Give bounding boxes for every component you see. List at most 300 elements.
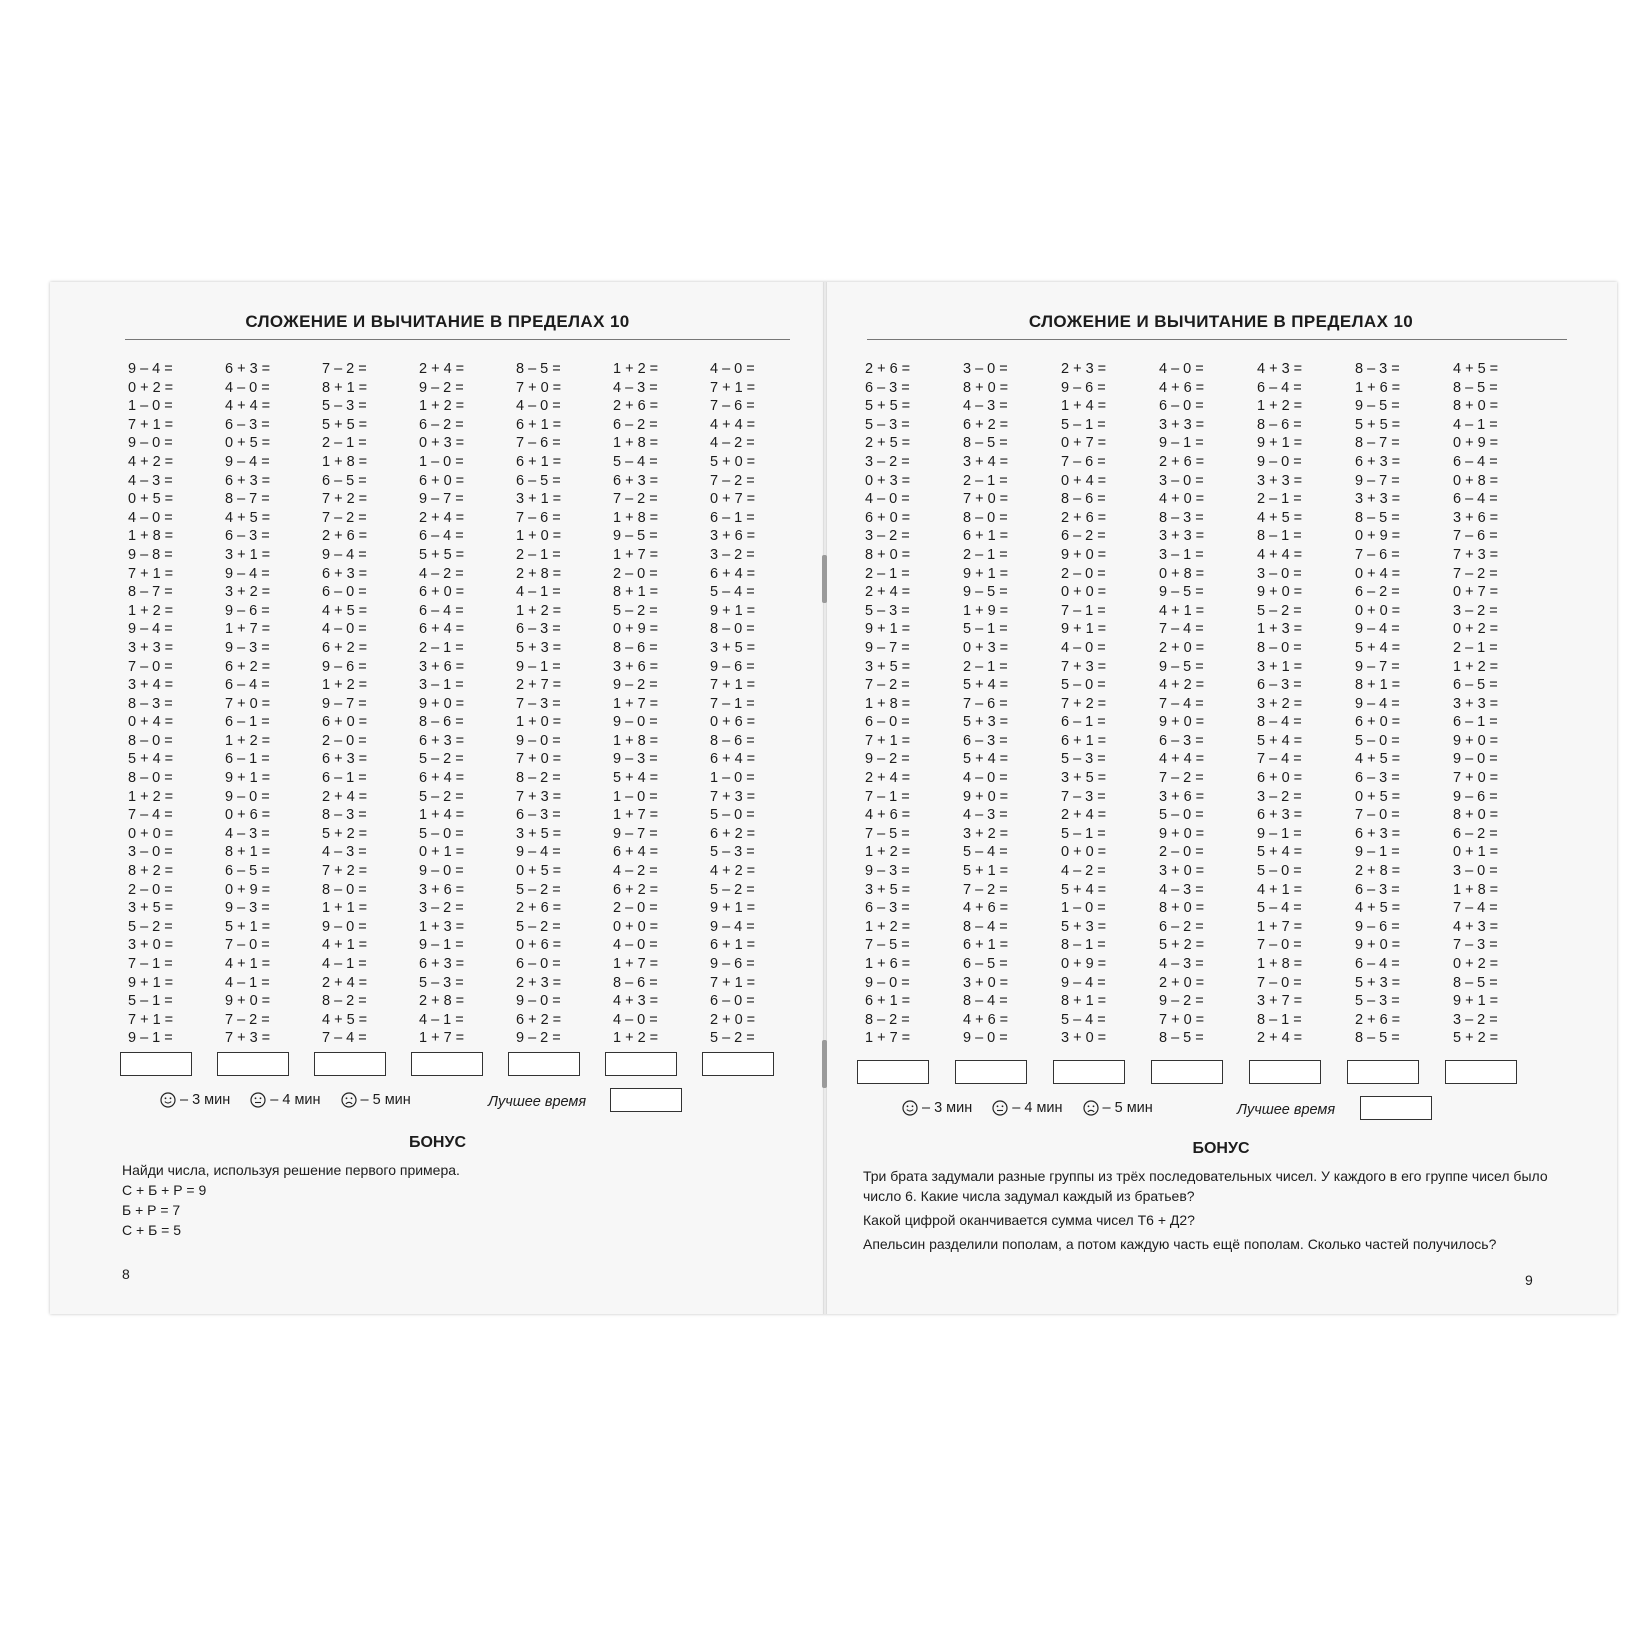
exercise: 6 – 4 = bbox=[419, 602, 464, 619]
exercise: 4 – 0 = bbox=[516, 398, 561, 415]
exercise: 8 – 7 = bbox=[128, 584, 173, 601]
exercise: 7 + 3 = bbox=[1061, 658, 1107, 675]
exercise: 2 + 6 = bbox=[1061, 509, 1107, 526]
exercise: 6 – 2 = bbox=[1453, 825, 1498, 842]
exercise: 8 + 0 = bbox=[1453, 807, 1499, 824]
exercise: 3 – 2 = bbox=[865, 453, 910, 470]
bonus-line: С + Б = 5 bbox=[122, 1222, 181, 1238]
answer-box[interactable] bbox=[955, 1060, 1027, 1084]
exercise: 0 + 0 = bbox=[613, 918, 659, 935]
exercise: 5 + 3 = bbox=[1061, 918, 1107, 935]
exercise: 6 – 3 = bbox=[225, 528, 270, 545]
exercise: 9 – 2 = bbox=[419, 379, 464, 396]
exercise-column bbox=[865, 360, 945, 1048]
exercise: 0 + 6 = bbox=[225, 807, 271, 824]
exercise: 9 – 5 = bbox=[1355, 398, 1400, 415]
exercise: 3 + 3 = bbox=[1257, 472, 1303, 489]
exercise: 5 – 2 = bbox=[710, 881, 755, 898]
exercise: 1 + 0 = bbox=[516, 714, 562, 731]
exercise: 6 – 1 = bbox=[225, 714, 270, 731]
title-rule bbox=[125, 339, 790, 340]
answer-box[interactable] bbox=[1347, 1060, 1419, 1084]
exercise: 4 – 2 = bbox=[613, 863, 658, 880]
exercise: 1 + 8 = bbox=[613, 435, 659, 452]
exercise: 6 + 3 = bbox=[1355, 453, 1401, 470]
exercise: 2 – 0 = bbox=[322, 732, 367, 749]
exercise: 5 + 2 = bbox=[1453, 1030, 1499, 1047]
page-number: 8 bbox=[122, 1266, 130, 1282]
exercise: 4 + 3 = bbox=[613, 993, 659, 1010]
exercise: 1 – 0 = bbox=[1061, 900, 1106, 917]
exercise: 6 – 5 = bbox=[322, 472, 367, 489]
exercise: 6 + 4 = bbox=[710, 565, 756, 582]
exercise: 0 + 9 = bbox=[1355, 528, 1401, 545]
exercise: 4 – 0 = bbox=[1159, 361, 1204, 377]
exercise: 0 + 3 = bbox=[865, 472, 911, 489]
exercise: 9 – 4 = bbox=[322, 546, 367, 563]
exercise: 9 – 5 = bbox=[613, 528, 658, 545]
exercise: 8 – 3 = bbox=[1159, 509, 1204, 526]
exercise: 6 + 0 = bbox=[419, 472, 465, 489]
exercise: 3 + 5 = bbox=[865, 658, 911, 675]
exercise: 7 – 4 = bbox=[1159, 695, 1204, 712]
time-legend bbox=[160, 1092, 411, 1108]
exercise: 4 – 0 = bbox=[613, 1011, 658, 1028]
exercise: 5 + 0 = bbox=[710, 453, 756, 470]
exercise: 3 + 3 = bbox=[128, 639, 174, 656]
exercise: 6 + 2 = bbox=[963, 416, 1009, 433]
answer-box[interactable] bbox=[1151, 1060, 1223, 1084]
exercise: 3 – 2 = bbox=[710, 546, 755, 563]
exercise: 7 – 4 = bbox=[1453, 900, 1498, 917]
exercise: 1 + 6 = bbox=[865, 956, 911, 972]
exercise: 5 – 3 = bbox=[710, 844, 755, 861]
exercise: 3 – 0 = bbox=[963, 361, 1008, 377]
exercise: 8 + 0 = bbox=[963, 379, 1009, 396]
bonus-title: БОНУС bbox=[1192, 1140, 1250, 1157]
exercise: 0 + 9 = bbox=[1061, 956, 1107, 972]
exercise: 0 + 2 = bbox=[128, 379, 174, 396]
exercise: 9 – 1 = bbox=[1257, 825, 1302, 842]
exercise: 7 – 5 = bbox=[865, 937, 910, 954]
exercise: 8 – 6 = bbox=[613, 974, 658, 991]
exercise: 9 + 1 = bbox=[710, 602, 756, 619]
exercise: 4 – 3 = bbox=[963, 807, 1008, 824]
page-title: СЛОЖЕНИЕ И ВЫЧИТАНИЕ В ПРЕДЕЛАХ 10 bbox=[245, 312, 630, 331]
answer-box[interactable] bbox=[314, 1052, 386, 1076]
exercise: 2 + 4 = bbox=[419, 509, 465, 526]
exercise: 7 – 0 = bbox=[1257, 937, 1302, 954]
exercise: 9 – 1 = bbox=[1159, 435, 1204, 452]
legend-happy-label: – 3 мин bbox=[180, 1092, 231, 1108]
exercise: 1 + 8 = bbox=[128, 528, 174, 545]
exercise: 0 + 5 = bbox=[1355, 788, 1401, 805]
exercise-column bbox=[128, 360, 208, 1048]
exercise: 0 + 9 = bbox=[225, 881, 271, 898]
exercise: 9 + 0 = bbox=[225, 993, 271, 1010]
exercise: 3 + 2 = bbox=[1257, 695, 1303, 712]
exercise: 9 + 0 = bbox=[419, 695, 465, 712]
exercise: 6 – 1 = bbox=[322, 770, 367, 787]
exercise: 9 – 3 = bbox=[613, 751, 658, 768]
time-legend bbox=[902, 1100, 1153, 1116]
exercise: 7 + 1 = bbox=[128, 1011, 174, 1028]
exercise: 8 – 0 = bbox=[1257, 639, 1302, 656]
exercise: 9 – 2 = bbox=[1159, 993, 1204, 1010]
exercise: 2 + 6 = bbox=[516, 900, 562, 917]
exercise: 6 – 2 = bbox=[613, 416, 658, 433]
exercise: 2 – 1 = bbox=[963, 658, 1008, 675]
exercise: 5 + 2 = bbox=[322, 825, 368, 842]
exercise: 4 – 3 = bbox=[225, 825, 270, 842]
answer-box[interactable] bbox=[1445, 1060, 1517, 1084]
exercise: 7 – 2 = bbox=[710, 472, 755, 489]
answer-box[interactable] bbox=[217, 1052, 289, 1076]
exercise: 4 – 1 = bbox=[322, 956, 367, 972]
staple bbox=[822, 1040, 827, 1088]
exercise: 1 + 8 = bbox=[613, 509, 659, 526]
exercise: 4 – 1 = bbox=[419, 1011, 464, 1028]
exercise: 0 + 6 = bbox=[710, 714, 756, 731]
exercise: 5 + 1 = bbox=[963, 863, 1009, 880]
exercise: 8 – 2 = bbox=[322, 993, 367, 1010]
exercise: 6 – 2 = bbox=[419, 416, 464, 433]
legend-happy-label: – 3 мин bbox=[922, 1100, 973, 1116]
exercise: 8 + 1 = bbox=[1355, 677, 1401, 694]
exercise: 4 + 1 = bbox=[322, 937, 368, 954]
answer-box[interactable] bbox=[702, 1052, 774, 1076]
exercise: 9 – 7 = bbox=[865, 639, 910, 656]
exercise-column bbox=[322, 360, 402, 1048]
exercise: 1 + 2 = bbox=[613, 361, 659, 377]
exercise: 8 – 5 = bbox=[1355, 1030, 1400, 1047]
exercise: 5 + 5 = bbox=[322, 416, 368, 433]
exercise: 8 – 5 = bbox=[1453, 379, 1498, 396]
exercise: 8 – 7 = bbox=[1355, 435, 1400, 452]
exercise: 3 + 4 = bbox=[128, 677, 174, 694]
exercise: 4 + 5 = bbox=[1453, 361, 1499, 377]
exercise: 0 + 0 = bbox=[1061, 844, 1107, 861]
exercise: 5 – 1 = bbox=[1061, 416, 1106, 433]
exercise: 6 – 3 = bbox=[865, 900, 910, 917]
exercise: 6 – 0 = bbox=[516, 956, 561, 972]
exercise: 3 + 6 = bbox=[613, 658, 659, 675]
exercise: 1 + 7 = bbox=[613, 956, 659, 972]
answer-box[interactable] bbox=[1249, 1060, 1321, 1084]
exercise: 5 – 0 = bbox=[1257, 863, 1302, 880]
exercise: 4 – 3 = bbox=[322, 844, 367, 861]
exercise: 5 + 4 = bbox=[1257, 844, 1303, 861]
right-page bbox=[825, 282, 1617, 1314]
page-number: 9 bbox=[1525, 1272, 1533, 1288]
best-time-box[interactable] bbox=[610, 1088, 682, 1112]
exercise: 9 – 0 = bbox=[1453, 751, 1498, 768]
exercise: 6 – 0 = bbox=[865, 714, 910, 731]
exercise: 7 – 2 = bbox=[963, 881, 1008, 898]
exercise: 7 + 0 = bbox=[225, 695, 271, 712]
exercise: 7 – 4 = bbox=[322, 1030, 367, 1047]
exercise: 9 – 4 = bbox=[225, 565, 270, 582]
exercise: 8 + 1 = bbox=[322, 379, 368, 396]
book-spine bbox=[823, 282, 827, 1314]
exercise: 2 – 0 = bbox=[613, 900, 658, 917]
exercise: 1 + 8 = bbox=[613, 732, 659, 749]
exercise: 7 – 0 = bbox=[128, 658, 173, 675]
exercise: 7 + 3 = bbox=[516, 788, 562, 805]
exercise: 0 + 0 = bbox=[1061, 584, 1107, 601]
exercise: 6 + 4 = bbox=[613, 844, 659, 861]
exercise: 9 – 0 = bbox=[1257, 453, 1302, 470]
answer-box[interactable] bbox=[605, 1052, 677, 1076]
exercise: 9 – 7 = bbox=[322, 695, 367, 712]
answer-box[interactable] bbox=[411, 1052, 483, 1076]
exercise: 7 – 4 = bbox=[1159, 621, 1204, 638]
exercise: 5 – 2 = bbox=[1257, 602, 1302, 619]
exercise: 6 + 3 = bbox=[1257, 807, 1303, 824]
exercise-column bbox=[419, 360, 499, 1048]
exercise: 1 + 7 = bbox=[613, 546, 659, 563]
exercise: 4 – 0 = bbox=[1061, 639, 1106, 656]
exercise: 6 – 1 = bbox=[1453, 714, 1498, 731]
exercise: 4 + 5 = bbox=[322, 1011, 368, 1028]
exercise: 2 – 1 = bbox=[1453, 639, 1498, 656]
exercise: 8 – 2 = bbox=[865, 1011, 910, 1028]
legend-sad bbox=[341, 1092, 411, 1108]
exercise: 9 – 6 = bbox=[1453, 788, 1498, 805]
answer-box[interactable] bbox=[120, 1052, 192, 1076]
legend-sad-label: – 5 мин bbox=[360, 1092, 411, 1108]
exercise: 4 – 0 = bbox=[710, 361, 755, 377]
exercise: 1 + 8 = bbox=[1453, 881, 1499, 898]
exercise: 4 – 3 = bbox=[128, 472, 173, 489]
exercise: 3 + 1 = bbox=[225, 546, 271, 563]
page-title: СЛОЖЕНИЕ И ВЫЧИТАНИЕ В ПРЕДЕЛАХ 10 bbox=[1028, 312, 1414, 331]
exercise: 3 – 0 = bbox=[1453, 863, 1498, 880]
exercise: 4 + 5 = bbox=[225, 509, 271, 526]
exercise: 4 + 2 = bbox=[128, 453, 174, 470]
exercise: 4 + 4 = bbox=[1257, 546, 1303, 563]
exercise: 7 + 1 = bbox=[710, 677, 756, 694]
exercise: 7 + 3 = bbox=[1453, 546, 1499, 563]
exercise: 4 + 5 = bbox=[1355, 751, 1401, 768]
exercise: 6 + 3 = bbox=[322, 751, 368, 768]
exercise: 2 + 6 = bbox=[322, 528, 368, 545]
exercise: 8 – 4 = bbox=[963, 918, 1008, 935]
exercise: 5 – 2 = bbox=[613, 602, 658, 619]
exercise: 9 + 0 = bbox=[1355, 937, 1401, 954]
exercise: 9 + 0 = bbox=[963, 788, 1009, 805]
exercise: 8 + 0 = bbox=[865, 546, 911, 563]
exercise: 6 + 2 = bbox=[613, 881, 659, 898]
exercise: 3 + 5 = bbox=[1061, 770, 1107, 787]
exercise: 8 – 1 = bbox=[1061, 937, 1106, 954]
exercise: 4 – 2 = bbox=[419, 565, 464, 582]
exercise: 3 – 2 = bbox=[865, 528, 910, 545]
exercise: 4 + 1 = bbox=[1159, 602, 1205, 619]
exercise: 9 – 3 = bbox=[225, 639, 270, 656]
exercise: 2 + 6 = bbox=[1355, 1011, 1401, 1028]
exercise: 6 + 0 = bbox=[419, 584, 465, 601]
exercise: 4 + 3 = bbox=[1453, 918, 1499, 935]
exercise: 6 + 1 = bbox=[963, 528, 1009, 545]
exercise: 2 – 1 = bbox=[963, 472, 1008, 489]
exercise: 7 – 2 = bbox=[322, 509, 367, 526]
exercise: 3 + 3 = bbox=[1355, 491, 1401, 508]
exercise: 9 – 4 = bbox=[225, 453, 270, 470]
legend-happy bbox=[902, 1100, 972, 1116]
exercise: 8 – 6 = bbox=[1061, 491, 1106, 508]
exercise: 1 + 8 = bbox=[322, 453, 368, 470]
best-time-box[interactable] bbox=[1360, 1096, 1432, 1120]
exercise: 6 – 4 = bbox=[1453, 453, 1498, 470]
exercise: 9 – 2 = bbox=[613, 677, 658, 694]
exercise: 5 + 4 = bbox=[1061, 881, 1107, 898]
exercise: 4 + 2 = bbox=[710, 863, 756, 880]
exercise: 8 + 0 = bbox=[1453, 398, 1499, 415]
exercise: 6 – 2 = bbox=[1355, 584, 1400, 601]
exercise: 3 – 0 = bbox=[128, 844, 173, 861]
exercise: 4 – 1 = bbox=[225, 974, 270, 991]
exercise: 6 + 1 = bbox=[516, 416, 562, 433]
legend-sad-label: – 5 мин bbox=[1102, 1100, 1153, 1116]
exercise: 7 – 4 = bbox=[128, 807, 173, 824]
exercise: 7 – 2 = bbox=[225, 1011, 270, 1028]
exercise: 1 + 2 = bbox=[128, 602, 174, 619]
exercise: 6 – 1 = bbox=[225, 751, 270, 768]
exercise: 5 – 0 = bbox=[710, 807, 755, 824]
exercise: 8 + 2 = bbox=[128, 863, 174, 880]
exercise: 7 + 0 = bbox=[516, 751, 562, 768]
exercise: 7 – 1 = bbox=[1061, 602, 1106, 619]
exercise: 6 – 3 = bbox=[963, 732, 1008, 749]
exercise: 3 + 5 = bbox=[516, 825, 562, 842]
happy-face-icon bbox=[160, 1092, 176, 1108]
exercise: 5 + 4 = bbox=[963, 677, 1009, 694]
exercise: 2 – 1 = bbox=[963, 546, 1008, 563]
exercise: 5 – 1 = bbox=[963, 621, 1008, 638]
exercise: 2 – 1 = bbox=[865, 565, 910, 582]
exercise: 3 – 2 = bbox=[1257, 788, 1302, 805]
exercise: 3 + 6 = bbox=[1453, 509, 1499, 526]
exercise: 4 – 2 = bbox=[710, 435, 755, 452]
exercise: 8 – 5 = bbox=[516, 361, 561, 377]
exercise: 9 + 1 = bbox=[865, 621, 911, 638]
exercise: 7 – 3 = bbox=[516, 695, 561, 712]
exercise: 6 + 3 = bbox=[322, 565, 368, 582]
answer-box[interactable] bbox=[857, 1060, 929, 1084]
exercise: 1 + 7 = bbox=[419, 1030, 465, 1047]
exercise: 4 + 1 = bbox=[225, 956, 271, 972]
exercise: 6 + 2 = bbox=[322, 639, 368, 656]
exercise: 7 – 6 = bbox=[516, 435, 561, 452]
answer-box[interactable] bbox=[1053, 1060, 1125, 1084]
exercise: 4 – 0 = bbox=[322, 621, 367, 638]
exercise: 5 – 4 = bbox=[1257, 900, 1302, 917]
exercise: 6 – 3 = bbox=[865, 379, 910, 396]
exercise: 2 + 8 = bbox=[1355, 863, 1401, 880]
exercise: 6 + 1 = bbox=[865, 993, 911, 1010]
title-rule bbox=[867, 339, 1567, 340]
exercise: 9 – 4 = bbox=[128, 361, 173, 377]
legend-neutral bbox=[250, 1092, 320, 1108]
exercise: 8 – 6 = bbox=[613, 639, 658, 656]
exercise: 5 – 0 = bbox=[1355, 732, 1400, 749]
exercise: 8 – 6 = bbox=[710, 732, 755, 749]
exercise: 9 – 7 = bbox=[419, 491, 464, 508]
exercise-column bbox=[1355, 360, 1435, 1048]
exercise: 4 + 3 = bbox=[1257, 361, 1303, 377]
exercise: 8 – 1 = bbox=[1257, 528, 1302, 545]
staple bbox=[822, 555, 827, 603]
exercise: 5 – 2 = bbox=[128, 918, 173, 935]
exercise: 9 – 4 = bbox=[516, 844, 561, 861]
exercise: 8 – 1 = bbox=[1257, 1011, 1302, 1028]
answer-box[interactable] bbox=[508, 1052, 580, 1076]
exercise: 5 + 4 = bbox=[1257, 732, 1303, 749]
exercise: 4 + 6 = bbox=[963, 1011, 1009, 1028]
exercise: 5 – 3 = bbox=[419, 974, 464, 991]
best-time-label: Лучшее время bbox=[1237, 1102, 1336, 1118]
exercise: 2 + 0 = bbox=[710, 1011, 756, 1028]
exercise: 6 – 4 = bbox=[1355, 956, 1400, 972]
exercise: 2 – 0 = bbox=[613, 565, 658, 582]
exercise: 2 + 8 = bbox=[516, 565, 562, 582]
exercise: 1 + 7 = bbox=[613, 695, 659, 712]
exercise: 6 – 1 = bbox=[710, 509, 755, 526]
exercise: 9 – 6 = bbox=[710, 658, 755, 675]
exercise: 6 – 3 = bbox=[1355, 770, 1400, 787]
exercise: 9 + 0 = bbox=[1159, 825, 1205, 842]
exercise: 4 + 4 = bbox=[710, 416, 756, 433]
exercise: 5 – 4 = bbox=[710, 584, 755, 601]
exercise: 9 – 7 = bbox=[1355, 658, 1400, 675]
exercise: 3 + 0 = bbox=[1061, 1030, 1107, 1047]
exercise: 9 – 0 = bbox=[516, 993, 561, 1010]
exercise: 6 – 3 = bbox=[516, 621, 561, 638]
exercise: 4 + 5 = bbox=[322, 602, 368, 619]
exercise: 1 + 2 = bbox=[419, 398, 465, 415]
exercise: 2 – 1 = bbox=[419, 639, 464, 656]
exercise-column bbox=[1453, 360, 1533, 1048]
exercise: 9 – 0 = bbox=[419, 863, 464, 880]
exercise: 3 + 0 = bbox=[128, 937, 174, 954]
exercise: 6 + 1 = bbox=[710, 937, 756, 954]
exercise: 4 + 5 = bbox=[1355, 900, 1401, 917]
exercise: 7 – 0 = bbox=[225, 937, 270, 954]
exercise: 6 + 3 = bbox=[419, 956, 465, 972]
exercise: 3 – 0 = bbox=[1257, 565, 1302, 582]
exercise: 8 – 0 = bbox=[128, 770, 173, 787]
exercise: 4 + 6 = bbox=[963, 900, 1009, 917]
exercise: 2 + 4 = bbox=[1061, 807, 1107, 824]
exercise: 1 + 2 = bbox=[865, 844, 911, 861]
exercise: 9 – 0 = bbox=[865, 974, 910, 991]
exercise: 6 – 5 = bbox=[516, 472, 561, 489]
exercise: 6 + 1 = bbox=[963, 937, 1009, 954]
exercise: 5 + 3 = bbox=[963, 714, 1009, 731]
exercise: 5 – 3 = bbox=[865, 602, 910, 619]
exercise: 4 + 1 = bbox=[1257, 881, 1303, 898]
exercise: 8 – 5 = bbox=[1159, 1030, 1204, 1047]
exercise: 4 + 2 = bbox=[1159, 677, 1205, 694]
exercise: 5 + 5 = bbox=[1355, 416, 1401, 433]
exercise: 9 + 0 = bbox=[1159, 714, 1205, 731]
exercise: 0 + 3 = bbox=[419, 435, 465, 452]
exercise: 8 – 5 = bbox=[963, 435, 1008, 452]
exercise: 5 – 4 = bbox=[963, 844, 1008, 861]
exercise: 3 + 6 = bbox=[710, 528, 756, 545]
exercise: 9 – 1 = bbox=[419, 937, 464, 954]
